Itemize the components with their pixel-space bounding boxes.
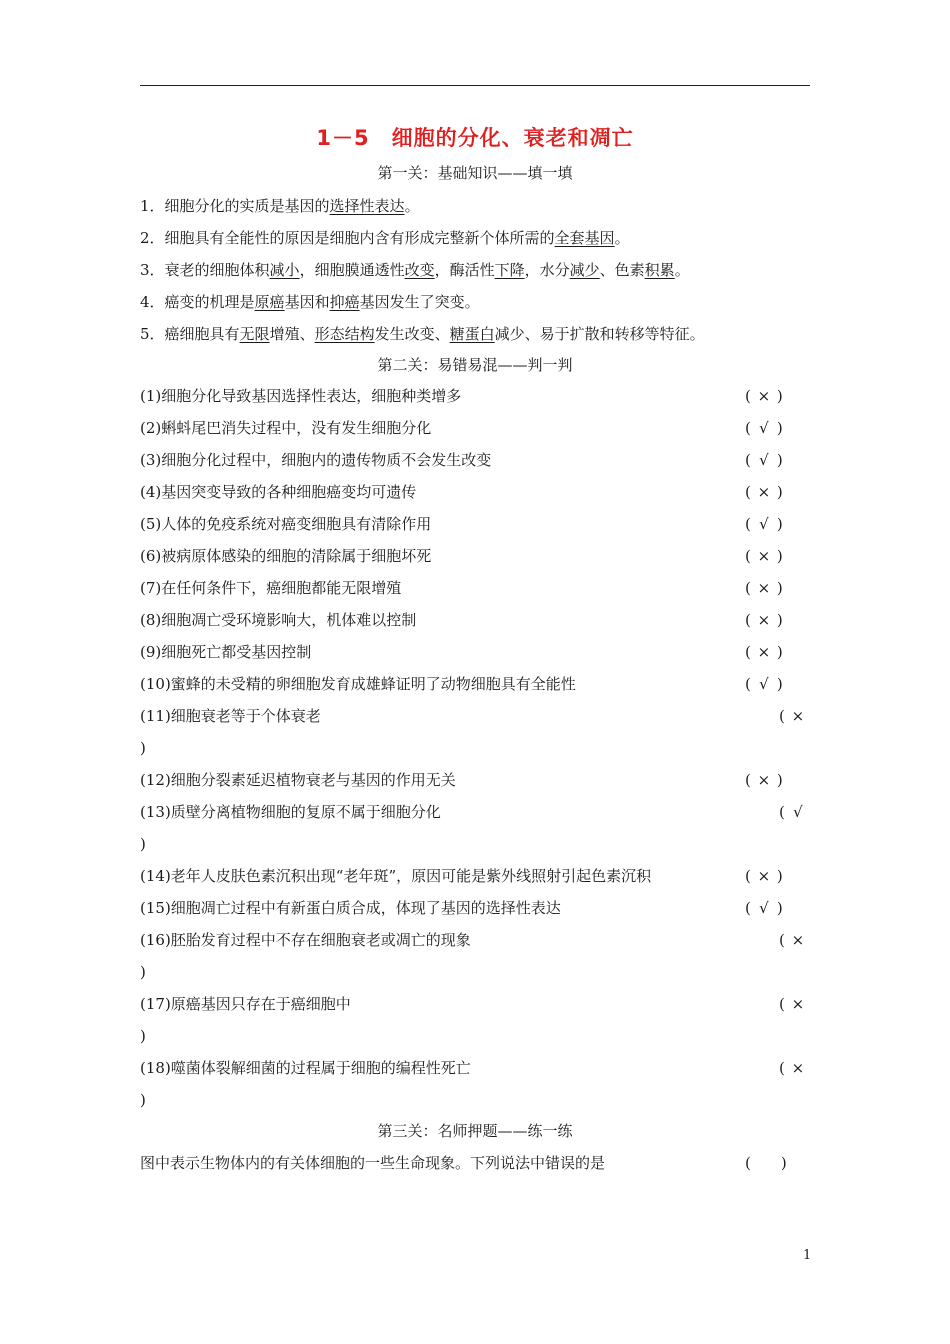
fill-text: 、色素 bbox=[599, 261, 645, 279]
judge-item: (3)细胞分化过程中，细胞内的遗传物质不会发生改变 bbox=[140, 451, 492, 469]
wrapped-close-paren: ) bbox=[140, 1091, 146, 1109]
check-mark: √ bbox=[759, 451, 769, 469]
fill-text: 增殖、 bbox=[269, 325, 315, 343]
cross-mark: × bbox=[791, 1059, 805, 1077]
judge-answer: ( √ ) bbox=[745, 451, 783, 469]
cross-mark: × bbox=[757, 483, 771, 501]
judge-item: (15)细胞凋亡过程中有新蛋白质合成，体现了基因的选择性表达 bbox=[140, 899, 561, 917]
judge-answer: ( √ ) bbox=[745, 675, 783, 693]
fill-answer: 下降 bbox=[494, 261, 525, 279]
judge-answer: ( × ) bbox=[745, 579, 783, 597]
fill-text: ，细胞膜通透性 bbox=[299, 261, 405, 279]
fill-answer: 全套基因 bbox=[554, 229, 615, 247]
wrapped-close-paren: ) bbox=[140, 739, 146, 757]
fill-answer: 无限 bbox=[239, 325, 270, 343]
check-mark: √ bbox=[759, 899, 769, 917]
wrapped-close-paren: ) bbox=[140, 835, 146, 853]
answer-paren: ( ) bbox=[745, 1154, 787, 1172]
judge-answer: ( × ) bbox=[745, 483, 783, 501]
cross-mark: × bbox=[791, 707, 805, 725]
fill-item bbox=[140, 324, 705, 344]
page-number: 1 bbox=[803, 1248, 812, 1263]
fill-item bbox=[140, 260, 690, 280]
judge-answer: ( √ bbox=[779, 802, 811, 822]
cross-mark: × bbox=[757, 867, 771, 885]
section3-heading: 第三关：名师押题——练一练 bbox=[377, 1122, 573, 1140]
judge-item: (11)细胞衰老等于个体衰老 bbox=[140, 707, 321, 725]
fill-text: 基因发生了突变。 bbox=[359, 293, 480, 311]
judge-item: (2)蝌蚪尾巴消失过程中，没有发生细胞分化 bbox=[140, 419, 432, 437]
check-mark: √ bbox=[759, 419, 769, 437]
judge-item: (14)老年人皮肤色素沉积出现“老年斑”，原因可能是紫外线照射引起色素沉积 bbox=[140, 867, 652, 885]
fill-answer: 原癌 bbox=[254, 293, 285, 311]
section2-heading: 第二关：易错易混——判一判 bbox=[377, 356, 573, 374]
judge-answer: ( × ) bbox=[745, 611, 783, 629]
judge-item: (5)人体的免疫系统对癌变细胞具有清除作用 bbox=[140, 515, 432, 533]
judge-item: (7)在任何条件下，癌细胞都能无限增殖 bbox=[140, 579, 402, 597]
fill-answer: 形态结构 bbox=[314, 325, 375, 343]
fill-text: 4．癌变的机理是 bbox=[140, 293, 255, 311]
fill-answer: 积累 bbox=[644, 261, 675, 279]
judge-item: (4)基因突变导致的各种细胞癌变均可遗传 bbox=[140, 483, 417, 501]
judge-answer: ( × ) bbox=[745, 547, 783, 565]
judge-answer: ( × bbox=[779, 706, 811, 726]
judge-answer: ( × ) bbox=[745, 771, 783, 789]
judge-item: (9)细胞死亡都受基因控制 bbox=[140, 643, 312, 661]
judge-answer: ( √ ) bbox=[745, 899, 783, 917]
fill-text: 。 bbox=[674, 261, 690, 279]
fill-text: 。 bbox=[404, 197, 420, 215]
fill-item bbox=[140, 292, 480, 312]
cross-mark: × bbox=[791, 995, 805, 1013]
check-mark: √ bbox=[759, 515, 769, 533]
section1-heading: 第一关：基础知识——填一填 bbox=[377, 164, 573, 182]
judge-item: (13)质壁分离植物细胞的复原不属于细胞分化 bbox=[140, 803, 441, 821]
page-title bbox=[0, 122, 950, 152]
judge-answer: ( √ ) bbox=[745, 515, 783, 533]
cross-mark: × bbox=[791, 931, 805, 949]
judge-item: (12)细胞分裂素延迟植物衰老与基因的作用无关 bbox=[140, 771, 456, 789]
header-rule bbox=[140, 85, 810, 86]
judge-item: (10)蜜蜂的未受精的卵细胞发育成雄蜂证明了动物细胞具有全能性 bbox=[140, 675, 576, 693]
fill-item bbox=[140, 228, 630, 248]
judge-item: (8)细胞凋亡受环境影响大，机体难以控制 bbox=[140, 611, 417, 629]
fill-text: ，酶活性 bbox=[434, 261, 495, 279]
fill-text: 2．细胞具有全能性的原因是细胞内含有形成完整新个体所需的 bbox=[140, 229, 555, 247]
judge-answer: ( √ ) bbox=[745, 419, 783, 437]
fill-text: ，水分 bbox=[524, 261, 570, 279]
fill-text: 发生改变、 bbox=[374, 325, 450, 343]
judge-answer: ( × ) bbox=[745, 387, 783, 405]
cross-mark: × bbox=[757, 547, 771, 565]
fill-text: 。 bbox=[614, 229, 630, 247]
check-mark: √ bbox=[759, 675, 769, 693]
judge-answer: ( × bbox=[779, 994, 811, 1014]
cross-mark: × bbox=[757, 643, 771, 661]
judge-item: (6)被病原体感染的细胞的清除属于细胞坏死 bbox=[140, 547, 432, 565]
question-text: 图中表示生物体内的有关体细胞的一些生命现象。下列说法中错误的是 bbox=[140, 1154, 606, 1172]
judge-answer: ( × ) bbox=[745, 643, 783, 661]
wrapped-close-paren: ) bbox=[140, 1027, 146, 1045]
judge-item: (18)噬菌体裂解细菌的过程属于细胞的编程性死亡 bbox=[140, 1059, 471, 1077]
fill-text: 3．衰老的细胞体积 bbox=[140, 261, 270, 279]
fill-item bbox=[140, 196, 420, 216]
fill-text: 基因和 bbox=[284, 293, 330, 311]
title-text: 细胞的分化、衰老和凋亡 bbox=[391, 126, 634, 150]
judge-answer: ( × bbox=[779, 1058, 811, 1078]
wrapped-close-paren: ) bbox=[140, 963, 146, 981]
title-number: 1－5 bbox=[316, 126, 370, 150]
fill-text: 5．癌细胞具有 bbox=[140, 325, 240, 343]
judge-item: (16)胚胎发育过程中不存在细胞衰老或凋亡的现象 bbox=[140, 931, 471, 949]
cross-mark: × bbox=[757, 611, 771, 629]
fill-text: 1．细胞分化的实质是基因的 bbox=[140, 197, 330, 215]
judge-item: (1)细胞分化导致基因选择性表达，细胞种类增多 bbox=[140, 387, 462, 405]
judge-answer: ( × bbox=[779, 930, 811, 950]
cross-mark: × bbox=[757, 579, 771, 597]
fill-answer: 减少 bbox=[569, 261, 600, 279]
fill-answer: 抑癌 bbox=[329, 293, 360, 311]
fill-answer: 选择性表达 bbox=[329, 197, 405, 215]
cross-mark: × bbox=[757, 771, 771, 789]
cross-mark: × bbox=[757, 387, 771, 405]
fill-answer: 减小 bbox=[269, 261, 300, 279]
judge-item: (17)原癌基因只存在于癌细胞中 bbox=[140, 995, 351, 1013]
fill-answer: 糖蛋白 bbox=[449, 325, 495, 343]
fill-answer: 改变 bbox=[404, 261, 435, 279]
judge-answer: ( × ) bbox=[745, 867, 783, 885]
check-mark: √ bbox=[793, 803, 803, 821]
fill-text: 减少、易于扩散和转移等特征。 bbox=[494, 325, 705, 343]
